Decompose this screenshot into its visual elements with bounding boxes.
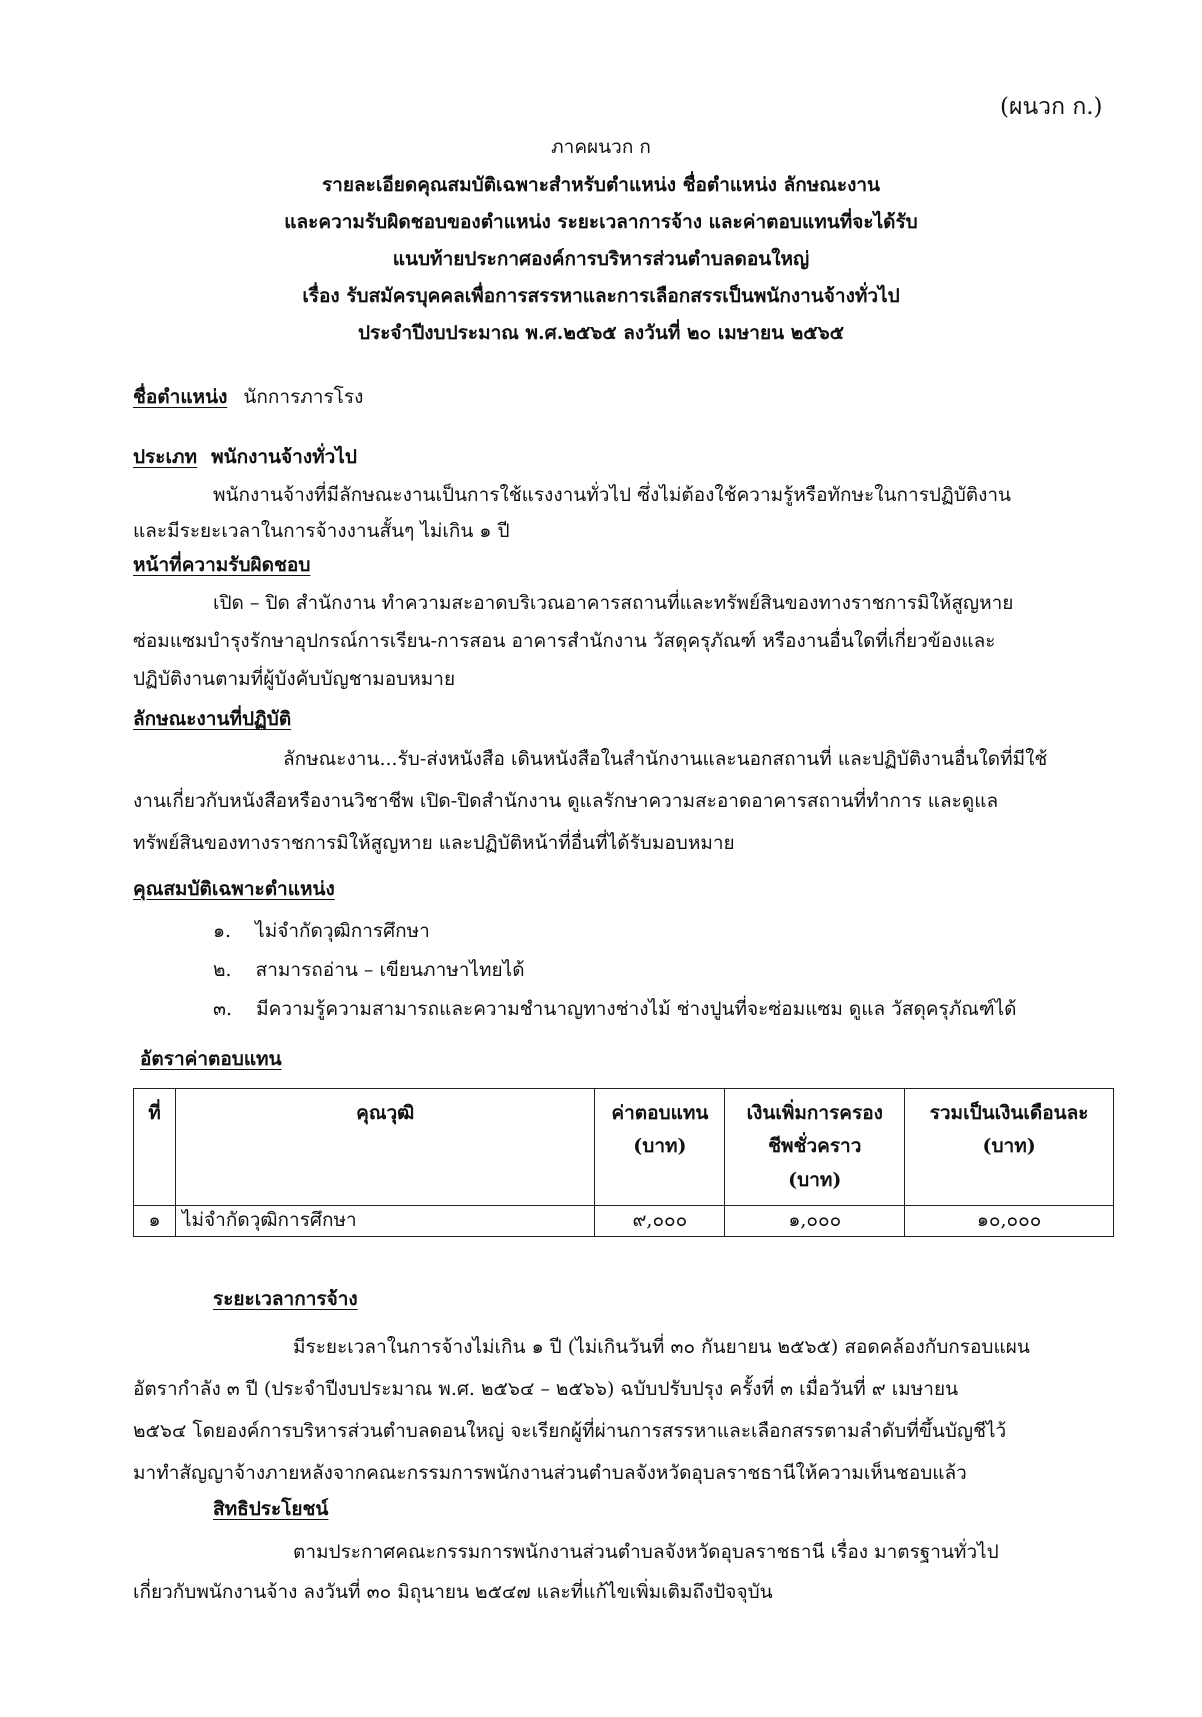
term-line-2: อัตรากำลัง ๓ ปี (ประจำปีงบประมาณ พ.ศ. ๒๕๖๔ – ๒๕๖๖) ฉบับปรับปรุง ครั้งที่ ๓ เมื่อวันที่ ๙ เมษายน [133,1378,959,1400]
cell-no: ๑ [134,1205,176,1236]
position-label: ชื่อตำแหน่ง [133,386,228,408]
qualification-item [213,961,525,980]
benefits-line-1: ตามประกาศคณะกรรมการพนักงานส่วนตำบลจังหวัดอุบลราชธานี เรื่อง มาตรฐานทั่วไป [293,1541,999,1563]
position-value: นักการภารโรง [243,386,364,408]
cell-degree: ไม่จำกัดวุฒิการศึกษา [175,1205,594,1236]
position-row [133,388,363,407]
work-line-2: งานเกี่ยวกับหนังสือหรืองานวิชาชีพ เปิด-ปิดสำนักงาน ดูแลรักษาความสะอาดอาคารสถานที่ทำการ และดูแล [133,790,999,812]
heading-line-4: แนบท้ายประกาศองค์การบริหารส่วนตำบลดอนใหญ่ [392,248,810,270]
type-row [133,448,357,467]
qualifications-title: คุณสมบัติเฉพาะตำแหน่ง [133,878,335,900]
header-allowance: เงินเพิ่มการครอง ชีพชั่วคราว (บาท) [725,1089,905,1206]
compensation-table [133,1088,1114,1237]
qualification-num: ๓. [213,998,233,1020]
compensation-title: อัตราค่าตอบแทน [140,1048,282,1070]
cell-total: ๑๐,๐๐๐ [905,1205,1114,1236]
qualification-text: มีความรู้ความสามารถและความชำนาญทางช่างไม้ ช่างปูนที่จะซ่อมแซม ดูแล วัสดุครุภัณฑ์ได้ [256,998,1017,1020]
duties-line-3: ปฏิบัติงานตามที่ผู้บังคับบัญชามอบหมาย [133,668,456,690]
term-title: ระยะเวลาการจ้าง [213,1288,358,1310]
qualification-num: ๒. [213,959,232,981]
benefits-line-2: เกี่ยวกับพนักงานจ้าง ลงวันที่ ๓๐ มิถุนายน ๒๕๔๗ และที่แก้ไขเพิ่มเติมถึงปัจจุบัน [133,1581,773,1603]
qualification-text: สามารถอ่าน – เขียนภาษาไทยได้ [255,959,525,981]
duties-line-2: ซ่อมแซมบำรุงรักษาอุปกรณ์การเรียน-การสอน อาคารสำนักงาน วัสดุครุภัณฑ์ หรืองานอื่นใดที่เกี่ยวข้องและ [133,630,996,652]
work-line-3: ทรัพย์สินของทางราชการมิให้สูญหาย และปฏิบัติหน้าที่อื่นที่ได้รับมอบหมาย [133,832,735,854]
qualification-num: ๑. [213,920,232,942]
work-title: ลักษณะงานที่ปฏิบัติ [133,708,292,730]
heading-line-6: ประจำปีงบประมาณ พ.ศ.๒๕๖๕ ลงวันที่ ๒๐ เมษายน ๒๕๖๕ [357,322,845,344]
header-no: ที่ [134,1089,176,1206]
type-label: ประเภท [133,446,198,468]
qualification-item [213,1000,1017,1019]
heading-line-2: รายละเอียดคุณสมบัติเฉพาะสำหรับตำแหน่ง ชื่อตำแหน่ง ลักษณะงาน [321,174,881,196]
work-line-1: ลักษณะงาน...รับ-ส่งหนังสือ เดินหนังสือในสำนักงานและนอกสถานที่ และปฏิบัติงานอื่นใดที่มีใช้ [283,748,1048,770]
header-total: รวมเป็นเงินเดือนละ (บาท) [905,1089,1114,1206]
heading-line-1: ภาคผนวก ก [551,136,651,158]
qualification-item [213,922,430,941]
term-line-4: มาทำสัญญาจ้างภายหลังจากคณะกรรมการพนักงานส่วนตำบลจังหวัดอุบลราชธานีให้ความเห็นชอบแล้ว [133,1462,967,1484]
cell-pay: ๙,๐๐๐ [595,1205,725,1236]
heading-line-5: เรื่อง รับสมัครบุคคลเพื่อการสรรหาและการเลือกสรรเป็นพนักงานจ้างทั่วไป [302,285,900,307]
annex-mark: (ผนวก ก.) [1000,94,1103,120]
header-degree: คุณวุฒิ [175,1089,594,1206]
type-line-2: และมีระยะเวลาในการจ้างงานสั้นๆ ไม่เกิน ๑ ปี [133,520,510,542]
table-header-row [134,1089,1114,1206]
header-pay: ค่าตอบแทน (บาท) [595,1089,725,1206]
type-value: พนักงานจ้างทั่วไป [211,446,357,468]
duties-title: หน้าที่ความรับผิดชอบ [133,554,311,576]
term-line-3: ๒๕๖๔ โดยองค์การบริหารส่วนตำบลดอนใหญ่ จะเรียกผู้ที่ผ่านการสรรหาและเลือกสรรตามลำดับที่ขึ้นบัญชีไว้ [133,1420,1007,1442]
duties-line-1: เปิด – ปิด สำนักงาน ทำความสะอาดบริเวณอาคารสถานที่และทรัพย์สินของทางราชการมิให้สูญหาย [213,592,1014,614]
type-line-1: พนักงานจ้างที่มีลักษณะงานเป็นการใช้แรงงานทั่วไป ซึ่งไม่ต้องใช้ความรู้หรือทักษะในการปฏิบัติงาน [213,484,1012,506]
term-line-1: มีระยะเวลาในการจ้างไม่เกิน ๑ ปี (ไม่เกินวันที่ ๓๐ กันยายน ๒๕๖๕) สอดคล้องกับกรอบแผน [293,1336,1030,1358]
table-row [134,1205,1114,1236]
cell-allowance: ๑,๐๐๐ [725,1205,905,1236]
qualification-text: ไม่จำกัดวุฒิการศึกษา [255,920,430,942]
benefits-title: สิทธิประโยชน์ [213,1498,329,1520]
heading-line-3: และความรับผิดชอบของตำแหน่ง ระยะเวลาการจ้าง และค่าตอบแทนที่จะได้รับ [284,211,918,233]
